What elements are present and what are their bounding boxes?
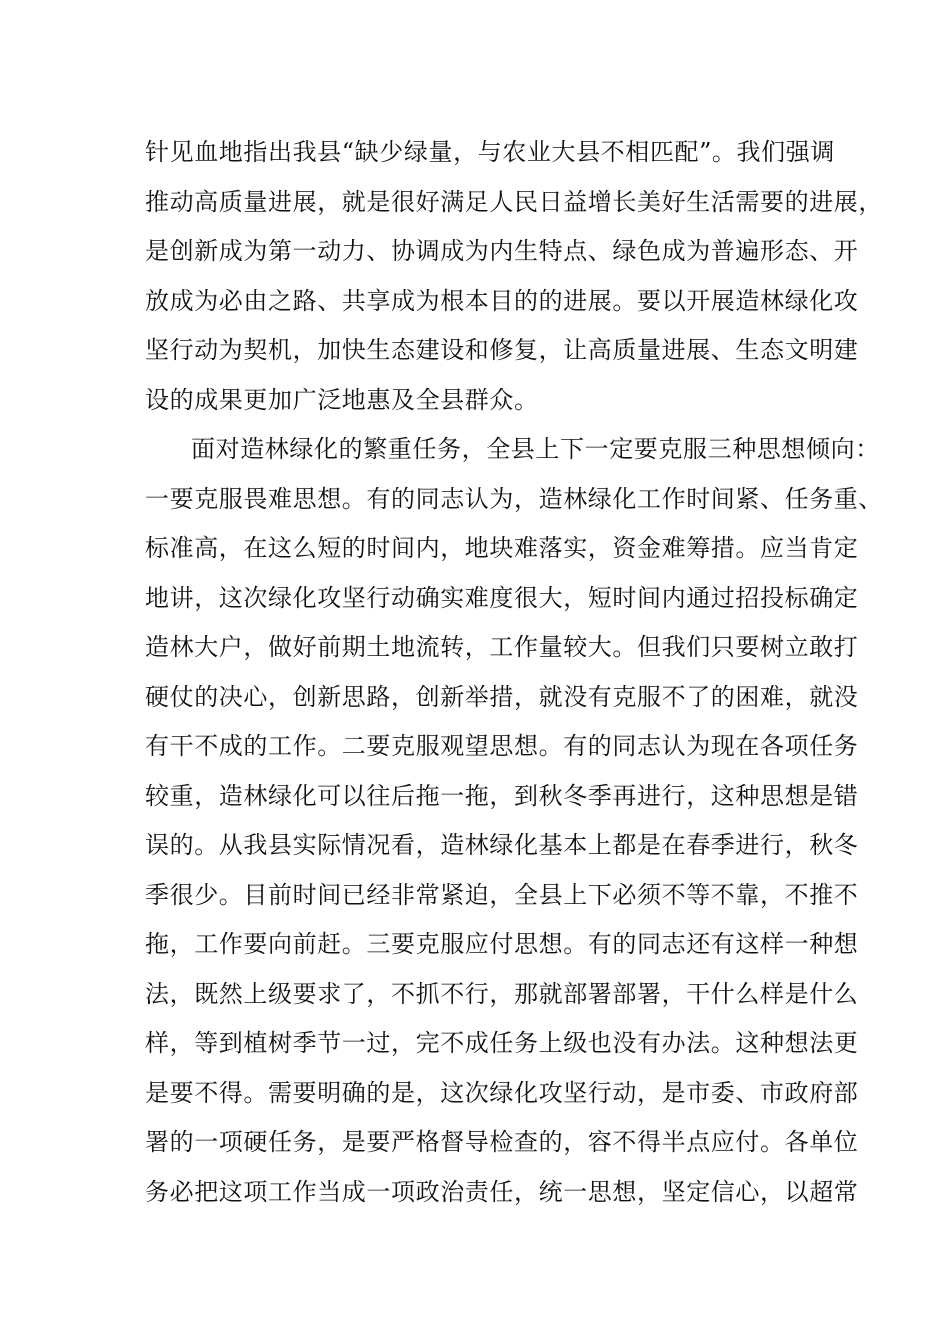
text-line: 有干不成的工作。二要克服观望思想。有的同志认为现在各项任务 bbox=[145, 732, 859, 760]
text-line: 样，等到植树季节一过，完不成任务上级也没有办法。这种想法更 bbox=[145, 1029, 859, 1057]
text-line: 坚行动为契机，加快生态建设和修复，让高质量进展、生态文明建 bbox=[145, 336, 859, 364]
text-line: 标准高，在这么短的时间内，地块难落实，资金难筹措。应当肯定 bbox=[145, 534, 859, 562]
text-line: 硬仗的决心，创新思路，创新举措，就没有克服不了的困难，就没 bbox=[145, 682, 859, 711]
text-line: 针见血地指出我县“缺少绿量，与农业大县不相匹配”。我们强调 bbox=[145, 138, 835, 166]
text-line: 是要不得。需要明确的是，这次绿化攻坚行动，是市委、市政府部 bbox=[145, 1078, 859, 1107]
document-body bbox=[145, 128, 883, 1217]
text-line: 拖，工作要向前赶。三要克服应付思想。有的同志还有这样一种想 bbox=[145, 930, 859, 958]
text-line: 造林大户，做好前期土地流转，工作量较大。但我们只要树立敢打 bbox=[145, 633, 859, 661]
text-line: 地讲，这次绿化攻坚行动确实难度很大，短时间内通过招投标确定 bbox=[145, 583, 859, 612]
text-line: 法，既然上级要求了，不抓不行，那就部署部署，干什么样是什么 bbox=[145, 979, 859, 1008]
text-line: 设的成果更加广泛地惠及全县群众。 bbox=[145, 385, 539, 414]
paragraph-start-line: 面对造林绿化的繁重任务，全县上下一定要克服三种思想倾向： bbox=[191, 435, 880, 463]
text-line: 务必把这项工作当成一项政治责任，统一思想，坚定信心，以超常 bbox=[145, 1177, 859, 1206]
text-line: 较重，造林绿化可以往后拖一拖，到秋冬季再进行，这种思想是错 bbox=[145, 781, 859, 810]
text-line: 季很少。目前时间已经非常紧迫，全县上下必须不等不靠，不推不 bbox=[145, 880, 859, 909]
text-line: 一要克服畏难思想。有的同志认为，造林绿化工作时间紧、任务重、 bbox=[145, 484, 883, 513]
text-line: 是创新成为第一动力、协调成为内生特点、绿色成为普遍形态、开 bbox=[145, 237, 859, 265]
text-line: 误的。从我县实际情况看，造林绿化基本上都是在春季进行，秋冬 bbox=[145, 831, 859, 859]
text-line: 推动高质量进展，就是很好满足人民日益增长美好生活需要的进展， bbox=[145, 187, 883, 216]
text-line: 署的一项硬任务，是要严格督导检查的，容不得半点应付。各单位 bbox=[145, 1128, 859, 1156]
text-line: 放成为必由之路、共享成为根本目的的进展。要以开展造林绿化攻 bbox=[145, 286, 859, 315]
